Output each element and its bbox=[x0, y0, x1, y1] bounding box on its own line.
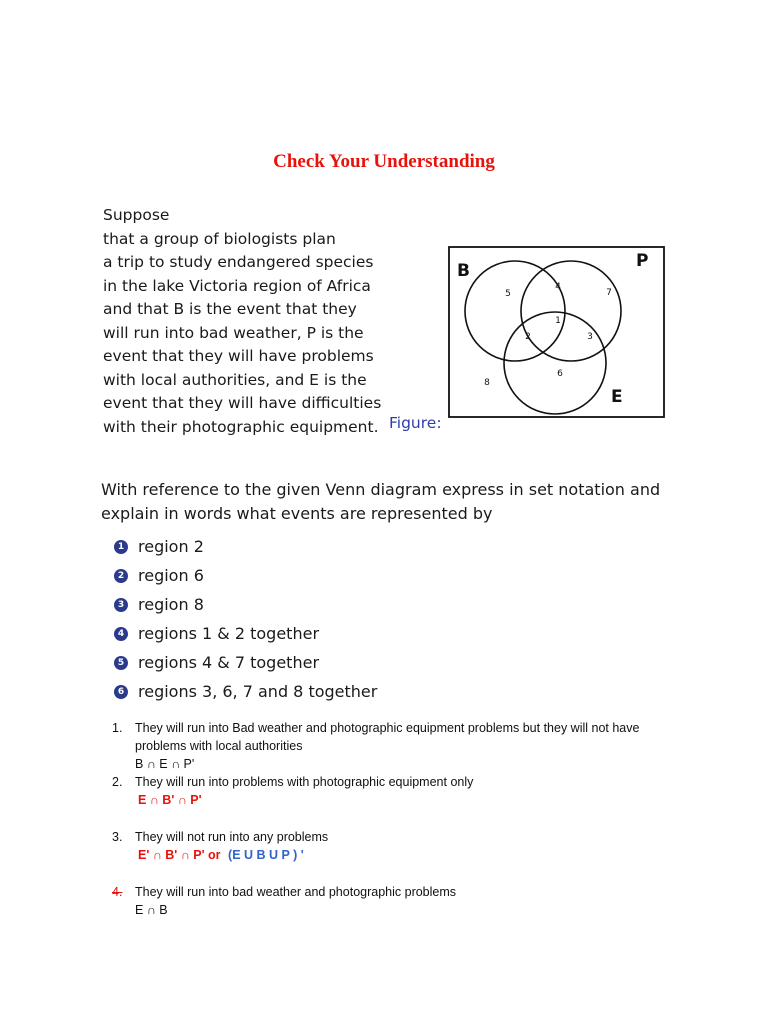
answer-text: problems with local authorities bbox=[135, 739, 303, 753]
answer-notation: E ∩ B' ∩ P' bbox=[138, 793, 202, 807]
region-label: 1 bbox=[555, 316, 561, 326]
circle-e bbox=[504, 312, 606, 414]
item-label: region 6 bbox=[138, 566, 204, 585]
answer-notation: E ∩ B bbox=[135, 903, 168, 917]
venn-frame bbox=[449, 247, 664, 417]
answer-text: They will run into Bad weather and photographic equipment problems but they will not have bbox=[135, 721, 640, 735]
answer-number: 3. bbox=[112, 830, 123, 844]
list-item bbox=[114, 590, 377, 619]
circle-b bbox=[465, 261, 565, 361]
numbered-bullet-icon: 5 bbox=[114, 656, 128, 670]
list-item bbox=[114, 648, 377, 677]
answer-1 bbox=[112, 719, 712, 773]
question-line: explain in words what events are represented by bbox=[101, 504, 493, 523]
item-label: region 8 bbox=[138, 595, 204, 614]
answer-number: 1. bbox=[112, 721, 123, 735]
answer-4 bbox=[112, 883, 712, 919]
intro-line: with their photographic equipment. bbox=[103, 417, 379, 436]
page-title: Check Your Understanding bbox=[273, 151, 495, 172]
region-label: 3 bbox=[587, 332, 593, 342]
item-label: regions 4 & 7 together bbox=[138, 653, 320, 672]
intro-line: event that they will have problems bbox=[103, 347, 374, 365]
region-label: 7 bbox=[606, 288, 612, 298]
set-label-b: B bbox=[457, 261, 470, 281]
list-item bbox=[114, 677, 377, 706]
answer-notation: B ∩ E ∩ P' bbox=[135, 757, 195, 771]
set-label-p: P bbox=[636, 251, 649, 271]
answer-2 bbox=[112, 773, 712, 809]
intro-line: will run into bad weather, P is the bbox=[103, 323, 364, 342]
region-label: 4 bbox=[555, 282, 561, 292]
list-item bbox=[114, 619, 377, 648]
set-label-e: E bbox=[611, 387, 623, 407]
answer-number: 4. bbox=[112, 885, 123, 899]
region-label: 6 bbox=[557, 369, 563, 379]
question-text bbox=[101, 478, 701, 526]
answer-number: 2. bbox=[112, 775, 123, 789]
circle-p bbox=[521, 261, 621, 361]
intro-line: in the lake Victoria region of Africa bbox=[103, 276, 371, 295]
venn-diagram bbox=[448, 246, 666, 422]
list-item bbox=[114, 561, 377, 590]
item-label: regions 1 & 2 together bbox=[138, 624, 320, 643]
question-line: With reference to the given Venn diagram express in set notation and bbox=[101, 480, 661, 499]
region-label: 2 bbox=[525, 332, 531, 342]
numbered-bullet-icon: 1 bbox=[114, 540, 128, 554]
region-list bbox=[114, 532, 377, 706]
region-label: 5 bbox=[505, 289, 511, 299]
answer-text: They will not run into any problems bbox=[135, 830, 329, 844]
intro-line: and that B is the event that they bbox=[103, 300, 357, 318]
answer-text: They will run into problems with photographic equipment only bbox=[135, 775, 474, 789]
problem-intro bbox=[103, 204, 423, 439]
numbered-bullet-icon: 3 bbox=[114, 598, 128, 612]
numbered-bullet-icon: 2 bbox=[114, 569, 128, 583]
item-label: region 2 bbox=[138, 537, 204, 556]
region-label: 8 bbox=[484, 378, 490, 388]
numbered-bullet-icon: 4 bbox=[114, 627, 128, 641]
answer-text: They will run into bad weather and photographic problems bbox=[135, 885, 457, 899]
answer-notation: E' ∩ B' ∩ P' or bbox=[138, 848, 221, 862]
intro-line: with local authorities, and E is the bbox=[103, 370, 367, 389]
item-label: regions 3, 6, 7 and 8 together bbox=[138, 682, 378, 701]
answers-list bbox=[112, 719, 712, 919]
numbered-bullet-icon: 6 bbox=[114, 685, 128, 699]
intro-line: Suppose bbox=[103, 206, 170, 224]
intro-line: that a group of biologists plan bbox=[103, 229, 336, 248]
intro-line: a trip to study endangered species bbox=[103, 253, 374, 271]
answer-notation-alt: (E U B U P ) ' bbox=[228, 848, 304, 862]
figure-label: Figure: bbox=[389, 414, 442, 432]
intro-line: event that they will have difficulties bbox=[103, 394, 382, 412]
list-item bbox=[114, 532, 377, 561]
answer-3 bbox=[112, 828, 712, 864]
